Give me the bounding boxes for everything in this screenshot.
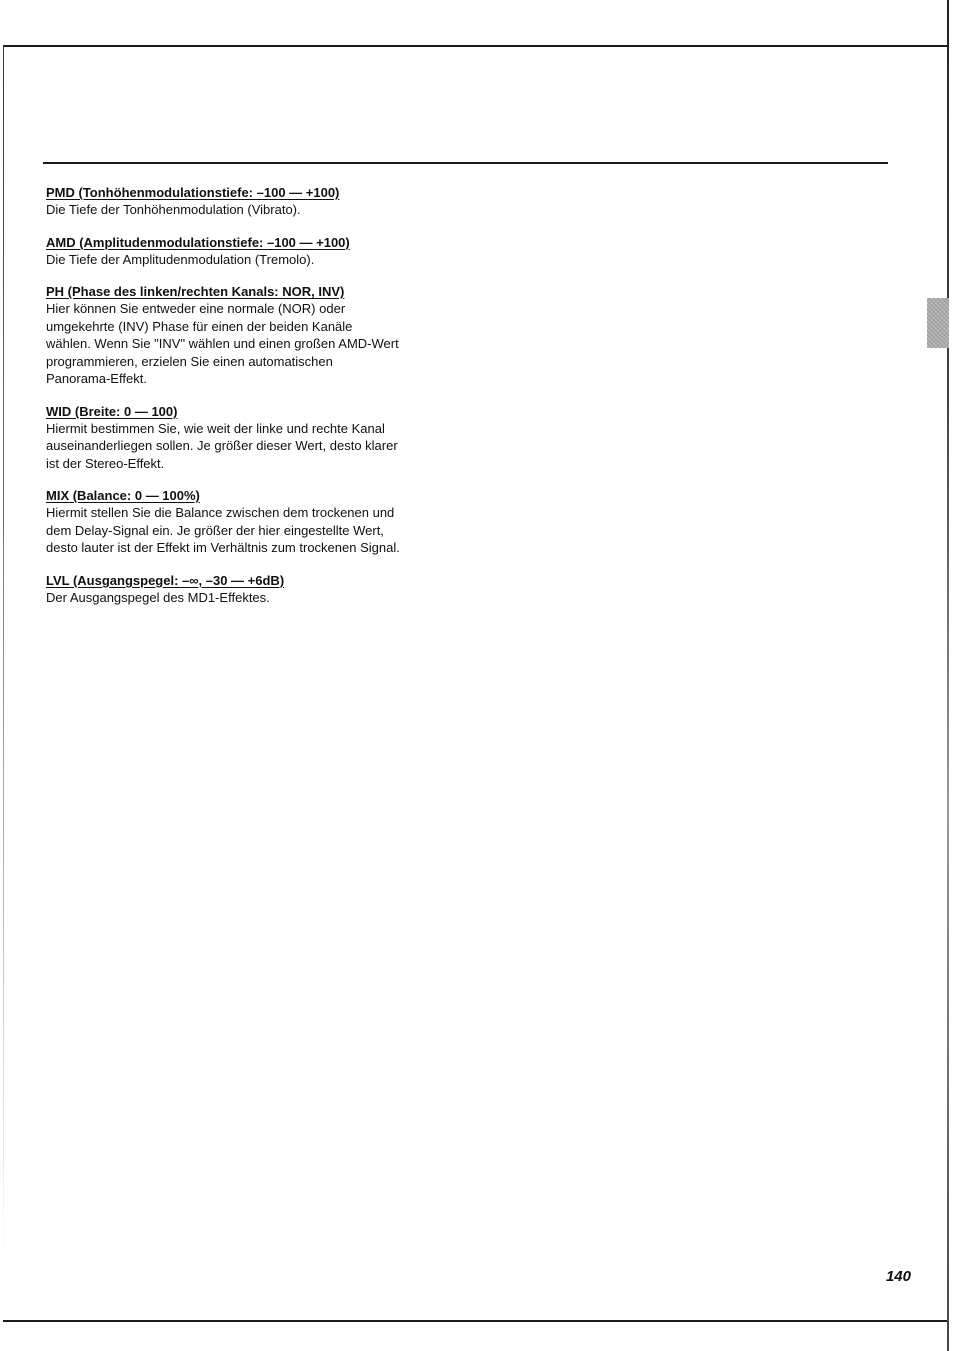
description-line: Hiermit stellen Sie die Balance zwischen dem trockenen und — [46, 505, 395, 520]
header-rule — [43, 162, 888, 164]
section-thumb-tab — [927, 298, 949, 348]
page-number: 140 — [885, 1268, 911, 1285]
param-heading: LVL (Ausgangspegel: –∞, –30 — +6dB) — [46, 572, 285, 588]
description-line: Hier können Sie entweder eine normale (NOR) oder — [46, 301, 346, 316]
param-amd — [46, 235, 446, 269]
param-description: Der Ausgangspegel des MD1-Effektes. — [46, 589, 270, 605]
param-description: Die Tiefe der Amplitudenmodulation (Tremolo). — [46, 251, 315, 267]
param-mix — [46, 488, 446, 557]
param-heading: WID (Breite: 0 — 100) — [46, 403, 178, 419]
description-line: dem Delay-Signal ein. Je größer der hier eingestellte Wert, — [46, 522, 384, 538]
description-line: auseinanderliegen sollen. Je größer dieser Wert, desto klarer — [46, 438, 398, 453]
param-description — [46, 504, 446, 557]
param-heading: MIX (Balance: 0 — 100%) — [46, 488, 200, 503]
param-ph — [46, 284, 446, 388]
scan-left-edge — [3, 45, 4, 1265]
param-pmd — [46, 185, 446, 219]
footer-rule — [3, 1320, 947, 1322]
scan-right-edge — [947, 0, 949, 1351]
param-heading: AMD (Amplitudenmodulationstiefe: –100 — +100) — [46, 234, 350, 250]
description-line: ist der Stereo-Effekt. — [46, 455, 165, 471]
description-line: programmieren, erzielen Sie einen automatischen — [46, 353, 333, 369]
description-line: Panorama-Effekt. — [46, 371, 147, 386]
param-wid — [46, 404, 446, 473]
scan-top-edge — [3, 45, 947, 47]
param-lvl — [46, 573, 446, 607]
description-line: desto lauter ist der Effekt im Verhältnis zum trockenen Signal. — [46, 540, 400, 555]
param-description — [46, 300, 446, 388]
param-heading: PMD (Tonhöhenmodulationstiefe: –100 — +100) — [46, 185, 340, 200]
param-heading: PH (Phase des linken/rechten Kanals: NOR, INV) — [46, 284, 345, 299]
description-line: Hiermit bestimmen Sie, wie weit der linke und rechte Kanal — [46, 420, 385, 436]
parameter-list — [46, 185, 446, 622]
param-description: Die Tiefe der Tonhöhenmodulation (Vibrato). — [46, 202, 301, 217]
description-line: umgekehrte (INV) Phase für einen der beiden Kanäle — [46, 318, 353, 334]
description-line: wählen. Wenn Sie "INV" wählen und einen großen AMD-Wert — [46, 336, 399, 351]
param-description — [46, 420, 446, 473]
